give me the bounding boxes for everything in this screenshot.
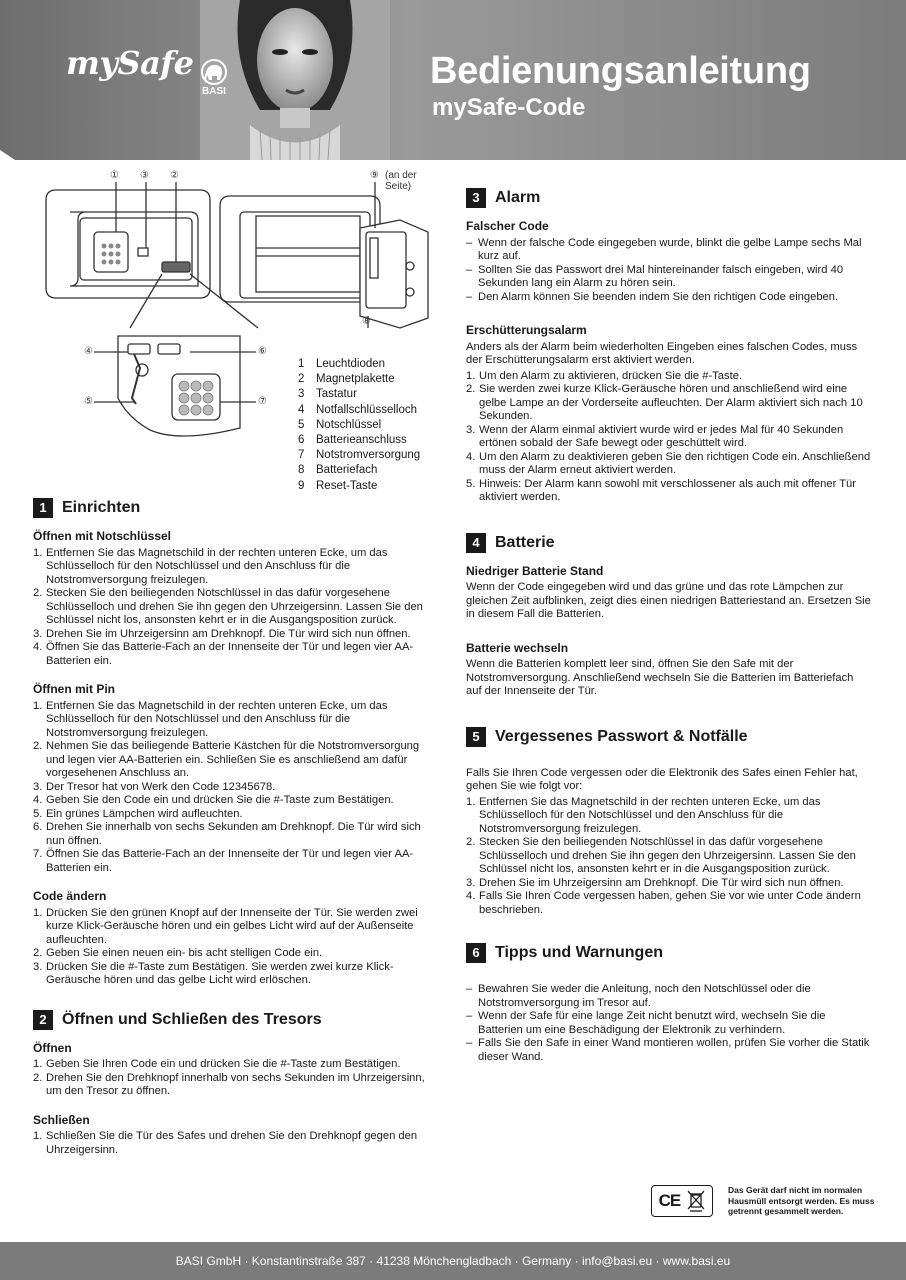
section-6-heading	[466, 943, 871, 963]
page-title: Bedienungsanleitung	[430, 50, 811, 92]
crossed-bin-icon	[687, 1190, 705, 1212]
page-subtitle: mySafe-Code	[432, 94, 586, 121]
callout-3: ③	[140, 170, 149, 181]
list-item: 2. Drehen Sie den Drehknopf innerhalb von sechs Sekunden im Uhrzeigersinn, um den Tresor zu öffnen.	[33, 1071, 425, 1097]
subsection-heading: Öffnen	[33, 1040, 72, 1055]
subsection-heading: Erschütterungsalarm	[466, 323, 587, 337]
list-item: 2. Stecken Sie den beiliegenden Notschlüssel in das dafür vorgesehene Schlüsselloch und drehen Sie ihn gegen den Uhrzeigersinn. Lassen Sie den Schlüssel nicht los, ansonsten kehrt er in die Ausgangsposition zurück.	[466, 836, 856, 875]
list-item: 5. Hinweis: Der Alarm kann sowohl mit verschlossener als auch mit offener Tür aktiviert werden.	[466, 477, 857, 503]
section-3-heading	[466, 188, 871, 208]
disposal-notice: Das Gerät darf nicht im normalen Hausmüll entsorgt werden. Es muss getrennt gesammelt werden.	[728, 1185, 875, 1216]
callout-4: ④	[84, 346, 93, 357]
subsection-erschuetterungsalarm	[466, 324, 871, 505]
logo-basi-label: BASI	[202, 86, 226, 97]
section-number: 6	[466, 943, 486, 963]
section-title: Vergessenes Passwort & Notfälle	[495, 727, 748, 745]
subsection-heading: Niedriger Batterie Stand	[466, 563, 604, 578]
list-item: – Wenn der Safe für eine lange Zeit nicht benutzt wird, wechseln Sie die Batterien um eine Beschädigung der Elektronik zu verhindern.	[466, 1010, 826, 1036]
parts-item: 8 Batteriefach	[298, 464, 378, 477]
callout-9: ⑨	[370, 170, 379, 181]
parts-item: 2 Magnetplakette	[298, 373, 395, 386]
list-item: 1. Um den Alarm zu aktivieren, drücken Sie die #-Taste.	[466, 369, 743, 382]
section-4-heading	[466, 533, 871, 553]
paragraph: Wenn der Code eingegeben wird und das grüne und das rote Lämpchen zur gleichen Zeit aufblinken, zeigt dies einen niedrigen Batteriestand an. Ersetzen Sie in diesem Fall die Batterien.	[466, 581, 871, 620]
right-column	[466, 188, 871, 1079]
subsection-niedriger-batteriestand	[466, 565, 871, 622]
subsection-falscher-code	[466, 220, 871, 304]
callout-8: ⑧	[362, 316, 371, 327]
section-number: 2	[33, 1010, 53, 1030]
list-item: 4. Geben Sie den Code ein und drücken Sie die #-Taste zum Bestätigen.	[33, 794, 394, 806]
paragraph: Anders als der Alarm beim wiederholten Eingeben eines falschen Codes, muss der Erschütterungsalarm erst aktiviert werden.	[466, 340, 858, 366]
subsection-pin	[33, 683, 438, 875]
list-item: – Den Alarm können Sie beenden indem Sie den richtigen Code eingeben.	[466, 290, 839, 303]
subsection-notfaelle	[466, 767, 871, 918]
section-1-heading	[33, 498, 438, 518]
left-column	[33, 498, 438, 1172]
footer-address: BASI GmbH · Konstantinstraße 387 · 41238 Mönchengladbach · Germany · info@basi.eu · www.basi.eu	[175, 1254, 731, 1268]
subsection-heading: Batterie wechseln	[466, 640, 569, 655]
footer-bar	[0, 1242, 906, 1280]
list-item: – Wenn der falsche Code eingegeben wurde, blinkt die gelbe Lampe sechs Mal kurz auf.	[466, 236, 862, 262]
list-item: 3. Drücken Sie die #-Taste zum Bestätigen. Sie werden zwei kurze Klick-Geräusche hören und das gelbe Licht wird erlöschen.	[33, 960, 394, 986]
subsection-schliessen	[33, 1114, 438, 1158]
section-title: Alarm	[495, 189, 541, 207]
list-item: 3. Drehen Sie im Uhrzeigersinn am Drehknopf. Die Tür wird sich nun öffnen.	[466, 876, 844, 889]
section-5-heading	[466, 727, 871, 747]
subsection-heading: Öffnen mit Notschlüssel	[33, 529, 172, 543]
paragraph: Wenn die Batterien komplett leer sind, öffnen Sie den Safe mit der Notstromversorgung. Anschließend wechseln Sie die Batterien im Batteriefach auf der Innenseite der Tür.	[466, 658, 854, 697]
list-item: 3. Der Tresor hat von Werk den Code 12345678.	[33, 780, 276, 793]
subsection-code-aendern	[33, 890, 438, 988]
paragraph: Falls Sie Ihren Code vergessen oder die Elektronik des Safes einen Fehler hat, gehen Sie wie folgt vor:	[466, 766, 858, 792]
ce-mark-icon: CE	[658, 1191, 681, 1210]
callout-2: ②	[170, 170, 179, 181]
list-item: 1. Entfernen Sie das Magnetschild in der rechten unteren Ecke, um das Schlüsselloch für den Notschlüssel und den Anschluss für die Notstromversorgung freizulegen.	[33, 699, 388, 739]
list-item: 7. Öffnen Sie das Batterie-Fach an der Innenseite der Tür und legen vier AA-Batterien ein.	[33, 848, 414, 874]
section-title: Öffnen und Schließen des Tresors	[62, 1010, 322, 1028]
subsection-heading: Öffnen mit Pin	[33, 682, 115, 696]
list-item: 2. Stecken Sie den beiliegenden Notschlüssel in das dafür vorgesehene Schlüsselloch und drehen Sie ihn gegen den Uhrzeigersinn. Lassen Sie den Schlüssel nicht los, ansonsten kehrt er in die Ausgangsposition zurück.	[33, 587, 423, 626]
parts-item: 9 Reset-Taste	[298, 479, 378, 492]
callout-7: ⑦	[258, 396, 267, 407]
parts-legend	[298, 357, 448, 494]
list-item: 2. Sie werden zwei kurze Klick-Geräusche hören und anschließend wird eine gelbe Lampe an der Vorderseite aufleuchten. Der Alarm aktiviert sich nach 10 Sekunden.	[466, 383, 863, 422]
mysafe-logo	[66, 44, 246, 104]
section-title: Batterie	[495, 533, 555, 551]
list-item: 2. Geben Sie einen neuen ein- bis acht stelligen Code ein.	[33, 947, 323, 959]
list-item: 4. Um den Alarm zu deaktivieren geben Sie den richtigen Code ein. Anschließend muss der Alarm erneut aktiviert werden.	[466, 450, 871, 476]
section-number: 4	[466, 533, 486, 553]
section-number: 3	[466, 188, 486, 208]
section-number: 5	[466, 727, 486, 747]
list-item: – Falls Sie den Safe in einer Wand montieren wollen, prüfen Sie vorher die Statik dieser Wand.	[466, 1037, 870, 1063]
list-item: 1. Geben Sie Ihren Code ein und drücken Sie die #-Taste zum Bestätigen.	[33, 1058, 401, 1070]
subsection-tipps	[466, 983, 871, 1064]
list-item: 1. Drücken Sie den grünen Knopf auf der Innenseite der Tür. Sie werden zwei kurze Klick-Geräusche hören und ein gelbes Licht wird auf der Außenseite aufleuchten.	[33, 906, 418, 946]
list-item: 4. Öffnen Sie das Batterie-Fach an der Innenseite der Tür und legen vier AA-Batterien ein.	[33, 641, 414, 667]
list-item: 5. Ein grünes Lämpchen wird aufleuchten.	[33, 807, 243, 820]
list-item: 2. Nehmen Sie das beiliegende Batterie Kästchen für die Notstromversorgung und legen vier AA-Batterien ein. Schließen Sie es anschließend am dafür vorgesehenen Anschluss an.	[33, 740, 420, 779]
subsection-batterie-wechseln	[466, 642, 871, 699]
section-title: Einrichten	[62, 499, 141, 517]
parts-item: 3 Tastatur	[298, 388, 357, 401]
list-item: 1. Schließen Sie die Tür des Safes und drehen Sie den Drehknopf gegen den Uhrzeigersinn.	[33, 1130, 418, 1156]
callout-5: ⑤	[84, 396, 93, 407]
list-item: – Sollten Sie das Passwort drei Mal hintereinander falsch eingeben, wird 40 Sekunden lang ein Alarm zu hören sein.	[466, 263, 844, 289]
parts-item: 7 Notstromversorgung	[298, 449, 421, 462]
ce-weee-badge	[651, 1185, 713, 1217]
parts-item: 5 Notschlüssel	[298, 418, 382, 431]
list-item: 1. Entfernen Sie das Magnetschild in der rechten unteren Ecke, um das Schlüsselloch für den Notschlüssel und den Anschluss für die Notstromversorgung freizulegen.	[466, 795, 821, 835]
section-number: 1	[33, 498, 53, 518]
list-item: 6. Drehen Sie innerhalb von sechs Sekunden am Drehknopf. Die Tür wird sich nun öffnen.	[33, 821, 421, 847]
section-title: Tipps und Warnungen	[495, 944, 663, 962]
parts-item: 1 Leuchtdioden	[298, 358, 386, 370]
list-item: 1. Entfernen Sie das Magnetschild in der rechten unteren Ecke, um das Schlüsselloch für den Notschlüssel und den Anschluss für die Notstromversorgung freizulegen.	[33, 546, 388, 586]
subsection-oeffnen	[33, 1042, 438, 1099]
list-item: – Bewahren Sie weder die Anleitung, noch den Notschlüssel oder die Notstromversorgung im Tresor auf.	[466, 983, 811, 1009]
subsection-heading: Falscher Code	[466, 219, 549, 233]
subsection-heading: Code ändern	[33, 889, 107, 903]
list-item: 3. Drehen Sie im Uhrzeigersinn am Drehknopf. Die Tür wird sich nun öffnen.	[33, 627, 411, 640]
callout-1: ①	[110, 170, 119, 181]
logo-text: mySafe	[66, 44, 194, 82]
list-item: 3. Wenn der Alarm einmal aktiviert wurde wird er jedes Mal für 40 Sekunden ertönen sobald der Safe bewegt oder geschüttelt wird.	[466, 423, 844, 449]
callout-6: ⑥	[258, 346, 267, 357]
callout-side-note: (an der Seite)	[385, 170, 417, 192]
header-banner	[0, 0, 906, 160]
section-2-heading	[33, 1010, 438, 1030]
parts-item: 6 Batterieanschluss	[298, 434, 407, 447]
subsection-heading: Schließen	[33, 1112, 90, 1127]
parts-item: 4 Notfallschlüsselloch	[298, 403, 417, 416]
list-item: 4. Falls Sie Ihren Code vergessen haben, gehen Sie vor wie unter Code ändern beschrieben.	[466, 890, 861, 916]
subsection-notschluessel	[33, 530, 438, 668]
